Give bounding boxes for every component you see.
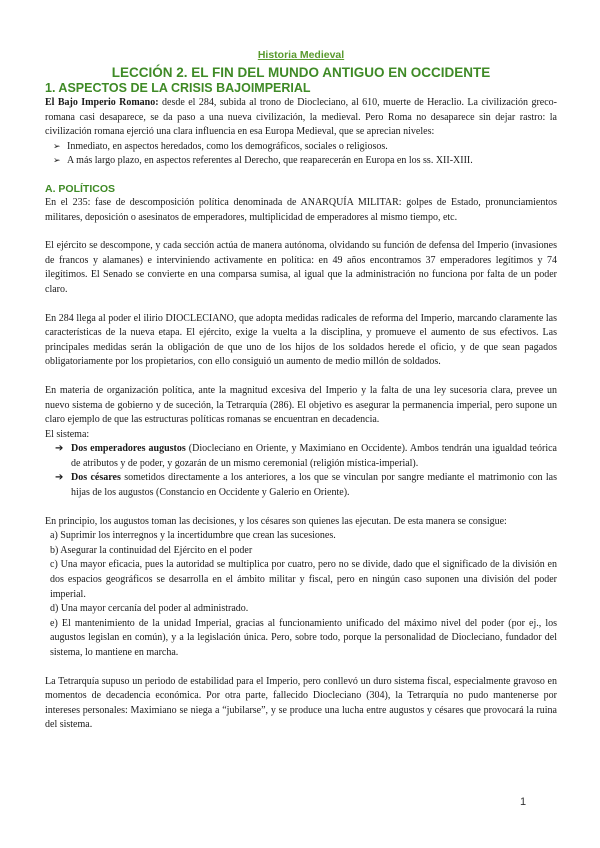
system-label: El sistema:: [45, 428, 90, 440]
arrow-bullet-icon: ➔: [55, 443, 64, 455]
page-content: [45, 49, 557, 733]
list-item-bold: Dos emperadores augustos: [71, 443, 186, 455]
list-item-text: [71, 442, 557, 471]
lesson-title: LECCIÓN 2. EL FIN DEL MUNDO ANTIGUO EN OCCIDENTE: [111, 65, 491, 80]
arrowhead-bullet-icon: ➢: [53, 141, 61, 152]
intro-bold-lead: El Bajo Imperio Romano:: [45, 97, 159, 108]
paragraph-principio: En principio, los augustos toman las decisiones, y los césares son quienes las ejecutan. De esta manera se consigue:: [45, 515, 507, 527]
arrow-bullet-icon: ➔: [55, 472, 64, 484]
section-1-heading: 1. ASPECTOS DE LA CRISIS BAJOIMPERIAL: [45, 81, 311, 95]
list-item: e) El mantenimiento de la unidad Imperial, gracias al funcionamiento unificado del máximo nivel del poder (por ej., los augustos legislan en común), y a la legislación única. Pero, sobre todo, porque la personalidad de Diocleciano, fundador del sistema, lo mantiene en marcha.: [50, 617, 557, 658]
list-item-text: A más largo plazo, en aspectos referentes al Derecho, que reaparecerán en Europa en los ss. XII-XIII.: [67, 155, 473, 167]
section-a-heading: A. POLÍTICOS: [45, 182, 116, 195]
spacer: [45, 661, 557, 675]
list-item: [53, 154, 557, 169]
spacer: [45, 370, 557, 384]
page-number: 1: [520, 796, 527, 808]
spacer: [45, 169, 557, 183]
paragraph-estabilidad: La Tetrarquía supuso un periodo de estabilidad para el Imperio, pero conllevó un duro sistema fiscal, especialmente gravoso en momentos de decadencia económica. Por otra parte, fallecido Diocleciano (304), la Tetrarquía no pudo mantenerse por intereses personales: Maximiano se niega a “jubilarse”, y se produce una lucha entre augustos y césares que provocará la ruina del sistema.: [45, 675, 557, 731]
intro-paragraph: [45, 96, 557, 140]
list-item: b) Asegurar la continuidad del Ejército en el poder: [50, 544, 253, 556]
levels-list: [45, 140, 557, 169]
spacer: [45, 225, 557, 239]
course-title: Historia Medieval: [257, 49, 345, 61]
paragraph-tetrarquia: En materia de organización política, ante la magnitud excesiva del Imperio y la falta de una ley sucesoria clara, prevee un nuevo sistema de gobierno y de suceción, la Tetrarquía (286). El objetivo es asegurar la permanencia imperial, pero supone un claro ejemplo de que las estructuras políticas romanas se encuentran en decadencia.: [45, 384, 557, 426]
list-item: [53, 140, 557, 155]
list-item: a) Suprimir los interregnos y la incertidumbre que crean las sucesiones.: [50, 530, 336, 542]
list-item: [55, 442, 557, 471]
list-item: d) Una mayor cercanía del poder al administrado.: [50, 603, 249, 615]
list-item: [55, 471, 557, 500]
paragraph-ejercito: El ejército se descompone, y cada sección actúa de manera autónoma, olvidando su función de defensa del Imperio (invasiones de francos y alamanes) e interviniendo activamente en política: en 49 años encontramos 37 emperadores legítimos y 74 ilegítimos. El Senado se convierte en una comparsa sumisa, al igual que la administración no funciona por falta de un poder claro.: [45, 240, 557, 295]
list-item-body: (Diocleciano en Oriente, y Maximiano en Occidente). Ambos tendrán una igualdad teórica de atributos y de poder, y gozarán de un mismo ceremonial (religión mística-imperial).: [71, 443, 557, 469]
achievements-list: [45, 529, 557, 660]
list-item: c) Una mayor eficacia, pues la autoridad se multiplica por cuatro, pero no se divide, dado que el significado de la división en dos espacios geográficos se desarrolla en el ámbito militar y fiscal, pero en ningún caso suponen una división del poder imperial.: [50, 559, 557, 600]
list-item-text: [71, 471, 557, 500]
intro-text: desde el 284, subida al trono de Diocleciano, al 610, muerte de Heraclio. La civilización greco-romana casi desaparece, se da paso a una nueva civilización, la medieval. Pero Roma no desaparece sin dejar rastro: la civilización romana ejerció una clara influencia en esa Europa Medieval, que se aprecian niveles:: [45, 97, 557, 138]
paragraph-anarquia: En el 235: fase de descomposición política denominada de ANARQUÍA MILITAR: golpes de Estado, pronunciamientos militares, deposición o asesinatos de emperadores, multiplicidad de emperadores al mismo tiempo, etc.: [45, 196, 557, 223]
list-item-bold: Dos césares: [71, 472, 121, 484]
system-list: [45, 442, 557, 500]
spacer: [45, 298, 557, 312]
paragraph-diocleciano: En 284 llega al poder el ilirio DIOCLECIANO, que adopta medidas radicales de reforma del Imperio, marcando claramente las características de la nueva etapa. El ejército, exige la vuelta a la disciplina, y promueve el aumento de sus efectivos. Las principales medidas serán la obligación de que uno de los hijos de los soldados herede el oficio, y de que sean pagados obligatoriamente por los propietarios, con ello consiguió un aumento de medio millón de soldados.: [45, 312, 557, 368]
arrowhead-bullet-icon: ➢: [53, 156, 61, 167]
spacer: [45, 501, 557, 515]
list-item-body: sometidos directamente a los anteriores, a los que se vinculan por sangre mediante el matrimonio con las hijas de los augustos (Constancio en Occidente y Galerio en Oriente).: [71, 472, 557, 499]
list-item-text: Inmediato, en aspectos heredados, como los demográficos, sociales o religiosos.: [67, 140, 388, 152]
